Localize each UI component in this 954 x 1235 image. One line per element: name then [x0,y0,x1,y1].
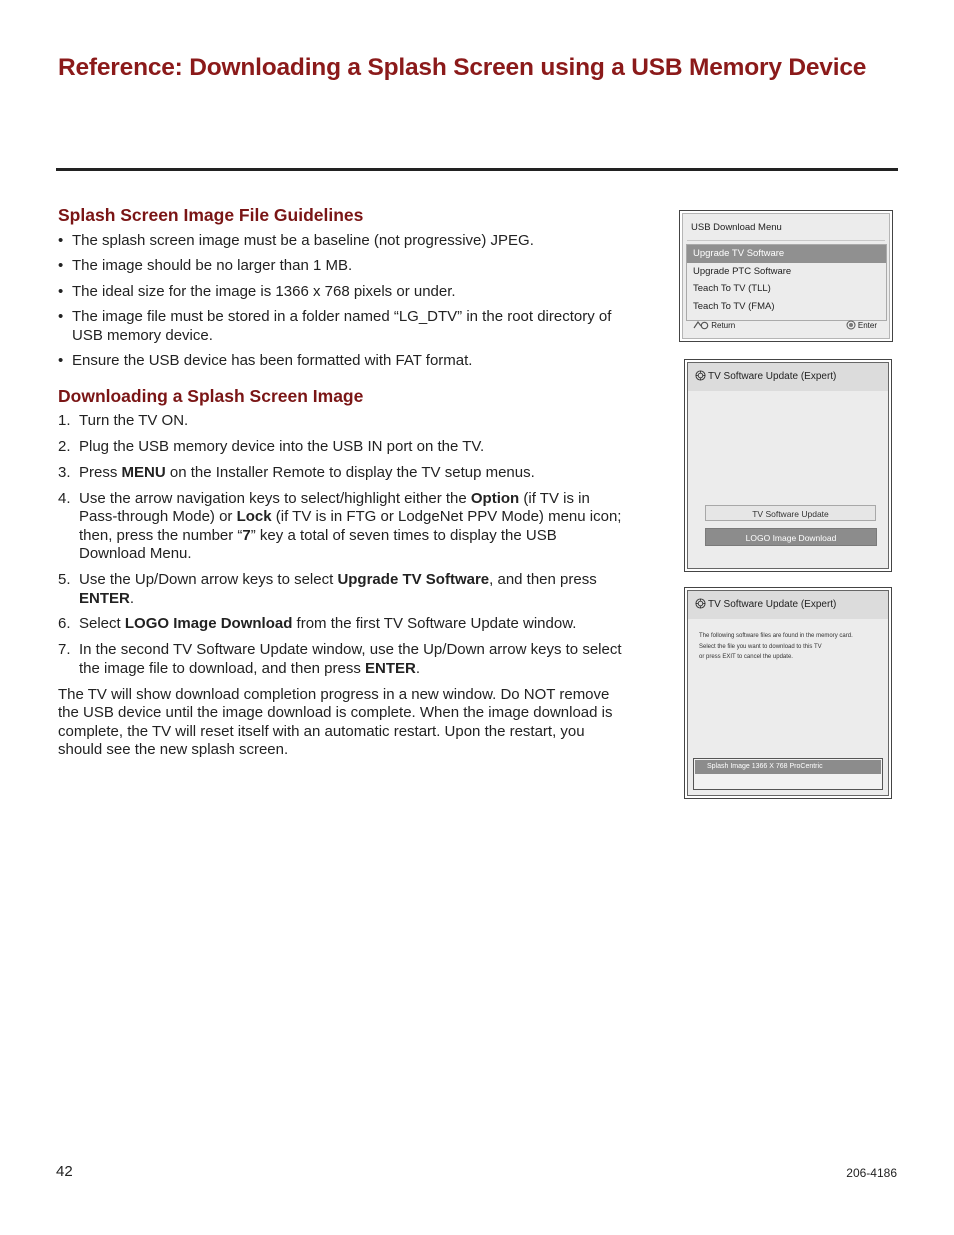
step-text: ” key a total of seven times to display the USB Download Menu. [79,526,557,563]
usb-download-menu-screen [679,210,893,342]
step-text: . [415,659,421,677]
usb-menu-list [686,244,887,321]
step-2 [58,438,623,457]
step-bold: 7 [242,526,251,544]
update-window-title: TV Software Update (Expert) [708,599,837,610]
step-1 [58,412,623,431]
list-item-text: The image should be no larger than 1 MB. [72,257,353,274]
title-divider [56,168,898,171]
usb-menu-title: USB Download Menu [691,222,782,233]
step-number: 7. [58,641,71,659]
list-item [58,352,623,371]
list-item [58,283,623,302]
step-text: Press [79,463,122,481]
step-number: 2. [58,437,71,455]
tv-software-update-screen-2 [684,587,892,799]
step-text: from the first TV Software Update window. [292,615,577,633]
update-window-panel [687,362,889,569]
usb-menu-panel [682,213,890,339]
step-number: 1. [58,412,71,429]
step-7 [58,641,623,678]
note-line: Select the file you want to download to this TV [699,643,822,650]
step-bold: LOGO Image Download [124,615,293,633]
step-text: on the Installer Remote to display the TV setup menus. [165,463,535,481]
bullet: • [58,282,64,300]
step-text: Turn the TV ON. [79,412,189,429]
enter-label: Enter [857,321,877,331]
step-3 [58,464,623,483]
enter-hint[interactable] [846,320,877,332]
step-bold: Option [470,489,520,507]
step-text: Select [79,615,125,633]
step-text: . [129,589,135,607]
step-number: 5. [58,571,71,589]
step-text: (if TV is in Pass-through Mode) or [79,489,590,526]
step-bold: ENTER [79,589,130,607]
guidelines-list [58,232,623,371]
usb-menu-footer [693,320,877,332]
menu-item-upgrade-ptc-software[interactable]: Upgrade PTC Software [693,265,792,277]
step-number: 6. [58,615,71,633]
update-instructions [699,631,853,663]
file-item-splash-image[interactable]: Splash Image 1366 X 768 ProCentric [695,760,881,774]
step-5 [58,571,623,608]
page-title: Reference: Downloading a Splash Screen using a USB Memory Device [58,54,867,81]
tv-software-update-button[interactable]: TV Software Update [705,505,876,521]
step-text: Use the arrow navigation keys to select/highlight either the [79,489,471,507]
menu-item-upgrade-tv-software[interactable]: Upgrade TV Software [687,245,886,263]
main-column [58,206,623,760]
return-icon [693,320,709,332]
step-bold: MENU [121,463,166,481]
update-window-titlebar [688,363,888,391]
step-6 [58,615,623,634]
list-item [58,308,623,345]
step-text: Plug the USB memory device into the USB IN port on the TV. [79,437,485,455]
step-text: , and then press [489,571,597,589]
step-bold: ENTER [365,659,416,677]
step-number: 3. [58,463,71,481]
tv-software-update-screen-1 [684,359,892,572]
list-item [58,232,623,251]
list-item-text: The image file must be stored in a folder named “LG_DTV” in the root directory of USB memory device. [72,308,612,344]
enter-icon [846,320,856,332]
step-4 [58,490,623,564]
download-heading: Downloading a Splash Screen Image [58,385,364,406]
step-number: 4. [58,489,71,507]
bullet: • [58,308,64,325]
menu-item-teach-to-tv-tll[interactable]: Teach To TV (TLL) [693,283,771,294]
list-item [58,257,623,276]
step-text: In the second TV Software Update window, use the Up/Down arrow keys to select the image file to download, and then press [79,641,622,677]
menu-item-teach-to-tv-fma[interactable]: Teach To TV (FMA) [693,300,775,312]
step-bold: Upgrade TV Software [337,571,490,589]
document-number: 206-4186 [846,1166,897,1180]
return-hint[interactable] [693,320,735,332]
closing-paragraph: The TV will show download completion progress in a new window. Do NOT remove the USB device until the image download is complete. When the image download is complete, the TV will reset itself with an automatic restart. Upon the restart, you should see the new splash screen. [58,685,613,759]
file-list [693,758,883,790]
bullet: • [58,231,64,249]
step-text: (if TV is in FTG or LodgeNet PPV Mode) menu icon; then, press the number “ [79,508,622,544]
bullet: • [58,257,64,274]
usb-menu-separator [687,240,885,241]
list-item-text: The splash screen image must be a baseline (not progressive) JPEG. [72,231,534,249]
note-line: The following software files are found in the memory card. [699,633,853,639]
bullet: • [58,352,64,369]
note-line: or press EXIT to cancel the update. [699,654,793,660]
step-bold: Lock [236,508,272,526]
gear-icon [695,371,708,382]
page-number: 42 [56,1163,73,1180]
list-item-text: Ensure the USB device has been formatted with FAT format. [72,352,473,369]
guidelines-heading: Splash Screen Image File Guidelines [58,205,364,225]
list-item-text: The ideal size for the image is 1366 x 768 pixels or under. [72,282,456,300]
update-window-panel [687,590,889,796]
return-label: Return [711,321,736,331]
logo-image-download-button[interactable]: LOGO Image Download [705,528,877,546]
gear-icon [695,599,708,610]
update-window-titlebar [688,591,888,619]
step-text: Use the Up/Down arrow keys to select [79,571,338,589]
update-window-title: TV Software Update (Expert) [708,371,837,382]
steps-list [58,412,623,678]
